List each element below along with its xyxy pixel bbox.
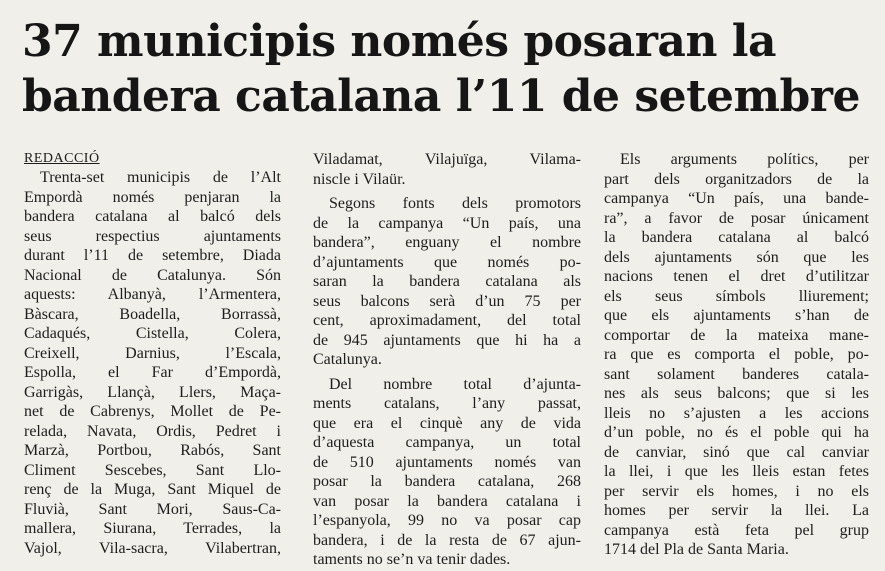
text-line: saran la bandera catalana als <box>313 273 581 290</box>
text-line: net de Cabrenys, Mollet de Pe- <box>24 403 281 420</box>
text-line: aquests: Albanyà, l’Armentera, <box>24 286 281 303</box>
text-line: l’espanyola, 99 no va posar cap <box>313 512 581 529</box>
text-line: Marzà, Portbou, Rabós, Sant <box>24 442 281 459</box>
text-line: la bandera catalana al balcó <box>604 229 869 246</box>
text-line: Viladamat, Vilajuïga, Vilama- <box>313 151 581 168</box>
headline-line-1: 37 municipis només posaran la <box>22 16 776 67</box>
text-line: Climent Sescebes, Sant Llo- <box>24 461 281 479</box>
article-headline <box>22 14 872 124</box>
column-3-text <box>604 150 869 560</box>
text-line: comportar de la mateixa mane- <box>604 326 869 344</box>
text-line: Empordà només penjaran la <box>24 188 281 206</box>
text-line: Creixell, Darnius, l’Escala, <box>24 344 281 362</box>
text-line: Fluvià, Sant Mori, Saus-Ca- <box>24 500 281 518</box>
column-1-text <box>24 168 281 558</box>
text-line: bandera”, enguany el nombre <box>313 234 581 251</box>
text-line: Del nombre total d’ajunta- <box>329 375 581 393</box>
byline: REDACCIÓ <box>24 151 100 166</box>
text-line: van posar la bandera catalana i <box>313 492 581 510</box>
text-line: Bàscara, Boadella, Borrassà, <box>24 305 281 323</box>
text-line: part dels organitzadors de la <box>604 170 869 188</box>
text-line: Trenta-set municipis de l’Alt <box>40 169 281 186</box>
column-2-paragraph-1 <box>313 150 581 189</box>
text-line: seus respectius ajuntaments <box>24 227 281 245</box>
text-line: Espolla, el Far d’Empordà, <box>24 364 281 381</box>
text-line: els seus símbols lliurement; <box>604 287 869 305</box>
text-line: mallera, Siurana, Terrades, la <box>24 520 281 537</box>
text-line: Catalunya. <box>313 351 382 368</box>
article-column-3 <box>604 150 869 560</box>
text-line: nes als seus balcons; que si les <box>604 385 869 402</box>
text-line: d’aquesta campanya, un total <box>313 434 581 451</box>
text-line: posar la bandera catalana, 268 <box>313 473 581 490</box>
text-line: Garrigàs, Llançà, Llers, Maça- <box>24 383 281 401</box>
text-line: campanya “Un país, una bande- <box>604 190 869 207</box>
text-line: d’un poble, no és el poble qui ha <box>604 424 869 441</box>
text-line: que era el cinquè any de vida <box>313 414 581 432</box>
text-line: nacions tenen el dret d’utilitzar <box>604 268 869 285</box>
text-line: Vajol, Vila-sacra, Vilabertran, <box>24 539 281 557</box>
text-line: sant solament banderes catala- <box>604 365 869 383</box>
text-line: renç de la Muga, Sant Miquel de <box>24 481 281 498</box>
column-2-paragraph-3 <box>313 375 581 570</box>
text-line: seus balcons serà d’un 75 per <box>313 292 581 310</box>
text-line: Segons fonts dels promotors <box>329 195 581 212</box>
text-line: dels ajuntaments són que les <box>604 248 869 266</box>
text-line: homes per servir la llei. La <box>604 502 869 519</box>
text-line: la llei, i que les lleis estan fetes <box>604 463 869 480</box>
text-line: 1714 del Pla de Santa Maria. <box>604 541 789 558</box>
text-line: Els arguments polítics, per <box>620 151 869 168</box>
text-line: ra”, a favor de posar únicament <box>604 209 869 227</box>
column-2-paragraph-2 <box>313 194 581 370</box>
article-column-1 <box>24 150 281 558</box>
text-line: campanya està feta pel grup <box>604 521 869 539</box>
text-line: per servir els homes, i no els <box>604 482 869 500</box>
text-line: taments no se’n va tenir dades. <box>313 551 511 568</box>
text-line: de 945 ajuntaments que hi ha a <box>313 331 581 349</box>
text-line: bandera, i de la resta de 67 ajun- <box>313 531 581 549</box>
text-line: que els ajuntaments s’han de <box>604 307 869 324</box>
text-line: cent, aproximadament, del total <box>313 312 581 329</box>
article-column-2 <box>313 150 581 570</box>
text-line: de canviar, sinó que cal canviar <box>604 443 869 461</box>
text-line: de la campanya “Un país, una <box>313 214 581 232</box>
text-line: ra que es comporta el poble, po- <box>604 346 869 363</box>
text-line: relada, Navata, Ordis, Pedret i <box>24 422 281 440</box>
text-line: de 510 ajuntaments només van <box>313 453 581 471</box>
text-line: Nacional de Catalunya. Són <box>24 266 281 284</box>
headline-line-2: bandera catalana l’11 de setembre <box>22 71 860 122</box>
text-line: ments catalans, l’any passat, <box>313 395 581 412</box>
text-line: niscle i Vilaür. <box>313 170 406 188</box>
text-line: Cadaqués, Cistella, Colera, <box>24 325 281 342</box>
text-line: bandera catalana al balcó dels <box>24 208 281 225</box>
text-line: lleis no s’ajusten a les accions <box>604 404 869 422</box>
text-line: d’ajuntaments que només po- <box>313 253 581 271</box>
text-line: durant l’11 de setembre, Diada <box>24 247 281 264</box>
